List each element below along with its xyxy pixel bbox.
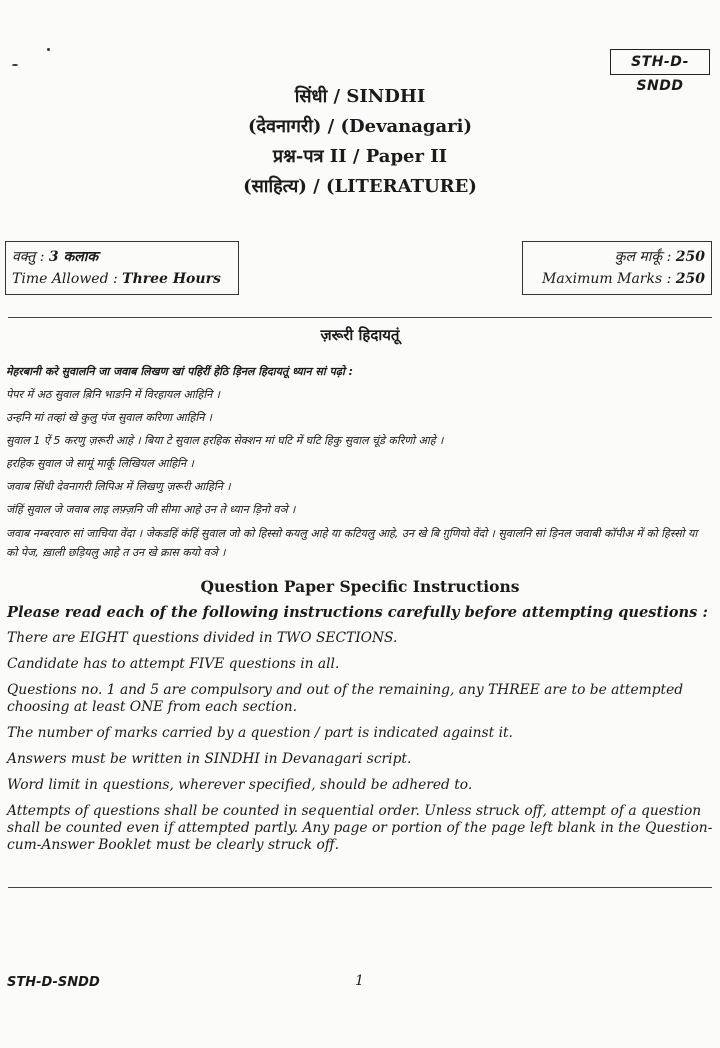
hindi-instruction-item: सुवाल 1 ऐं 5 करणु ज़रूरी आहे । बिया टे सुवाल हरहिक सेक्शन मां घटि में घटि हिकु सुवाल चूंडे करिणो आहे । <box>6 434 444 447</box>
english-instruction-item: Attempts of questions shall be counted in sequential order. Unless struck off, attempt of a question shall be counted even if attempted partly. Any page or portion of the page left blank in the Question-cum-Answer Booklet must be clearly struck off. <box>7 803 713 853</box>
time-english-value: Three Hours <box>122 271 221 287</box>
divider-top <box>8 317 712 318</box>
marks-english-label: Maximum Marks : <box>542 271 672 287</box>
hindi-instruction-item: उन्हनि मां तव्हां खे कुलु पंज सुवाल करिणा आहिनि । <box>6 411 212 424</box>
english-instruction-item: There are EIGHT questions divided in TWO SECTIONS. <box>7 630 398 646</box>
section-title: (साहित्य) / (LITERATURE) <box>243 176 477 197</box>
english-instructions-lead: Please read each of the following instructions carefully before attempting questions : <box>7 604 708 621</box>
scan-speck <box>12 64 18 66</box>
marks-hindi-value: 250 <box>675 249 705 265</box>
english-instruction-item: Answers must be written in SINDHI in Devanagari script. <box>7 751 412 767</box>
hindi-instruction-item: पेपर में अठ सुवाल ब़िनि भाङनि में विरहायल आहिनि । <box>6 388 220 401</box>
hindi-instruction-item: हरहिक सुवाल जे सामूं मार्कूं लिखियल आहिनि । <box>6 457 194 470</box>
marks-english-value: 250 <box>675 271 705 287</box>
time-hindi-label: वक्तु : <box>12 249 45 265</box>
time-allowed-box <box>5 241 239 295</box>
hindi-instructions-heading: ज़रूरी हिदायतूं <box>320 326 400 344</box>
hindi-instruction-item: जंहिं सुवाल जे जवाब लाइ लफ़्ज़नि जी सीमा आहे उन ते ध्यान ड़िनो वञे । <box>6 503 296 516</box>
footer-paper-code: STH-D-SNDD <box>7 975 100 990</box>
english-instructions-list <box>7 604 713 863</box>
english-instruction-item: Candidate has to attempt FIVE questions in all. <box>7 656 340 672</box>
scan-speck <box>47 48 50 51</box>
hindi-instruction-item: जवाब नम्बरवारु सां जाचिया वेंदा । जेकडहिं कंहिं सुवाल जो को हिस्सो कयलु आहे या कटियलु आहे, उन खे बि ग़ुणियो वेंदो । सुवालनि सां ड़िनल जवाबी कॉपीअ में को हिस्सो या को पेज, ख़ाली छड़ियलु आहे त उन खे क्रास कयो वञे । <box>6 527 698 559</box>
english-instructions-heading: Question Paper Specific Instructions <box>200 577 520 596</box>
page-number: 1 <box>355 973 364 989</box>
marks-english <box>529 268 705 290</box>
marks-hindi <box>529 246 705 268</box>
english-instruction-item: The number of marks carried by a question / part is indicated against it. <box>7 725 513 741</box>
marks-hindi-label: कुल मार्कूं : <box>614 249 672 265</box>
hindi-instructions-lead: मेहरबानी करे सुवालनि जा जवाब लिखण खां पहिरीं हेठि ड़िनल हिदायतूं ध्यान सां पढ़ो : <box>6 365 354 378</box>
paper-code-box: STH-D-SNDD <box>610 49 710 75</box>
maximum-marks-box <box>522 241 712 295</box>
time-english-label: Time Allowed : <box>12 271 118 287</box>
title-block <box>0 82 720 202</box>
english-instruction-item: Word limit in questions, wherever specified, should be adhered to. <box>7 777 473 793</box>
paper-title: प्रश्न-पत्र II / Paper II <box>272 146 448 167</box>
divider-bottom <box>8 887 712 888</box>
hindi-instruction-item: जवाब सिंधी देवनागरी लिपिअ में लिखणु ज़रूरी आहिनि । <box>6 480 231 493</box>
subject-title: सिंधी / SINDHI <box>294 86 426 107</box>
hindi-instructions-list <box>6 360 712 562</box>
time-hindi-value: 3 कलाक <box>48 249 99 265</box>
time-allowed-english <box>12 268 232 290</box>
script-title: (देवनागरी) / (Devanagari) <box>247 116 473 137</box>
english-instruction-item: Questions no. 1 and 5 are compulsory and out of the remaining, any THREE are to be attempted choosing at least ONE from each section. <box>7 682 684 715</box>
time-allowed-hindi <box>12 246 232 268</box>
